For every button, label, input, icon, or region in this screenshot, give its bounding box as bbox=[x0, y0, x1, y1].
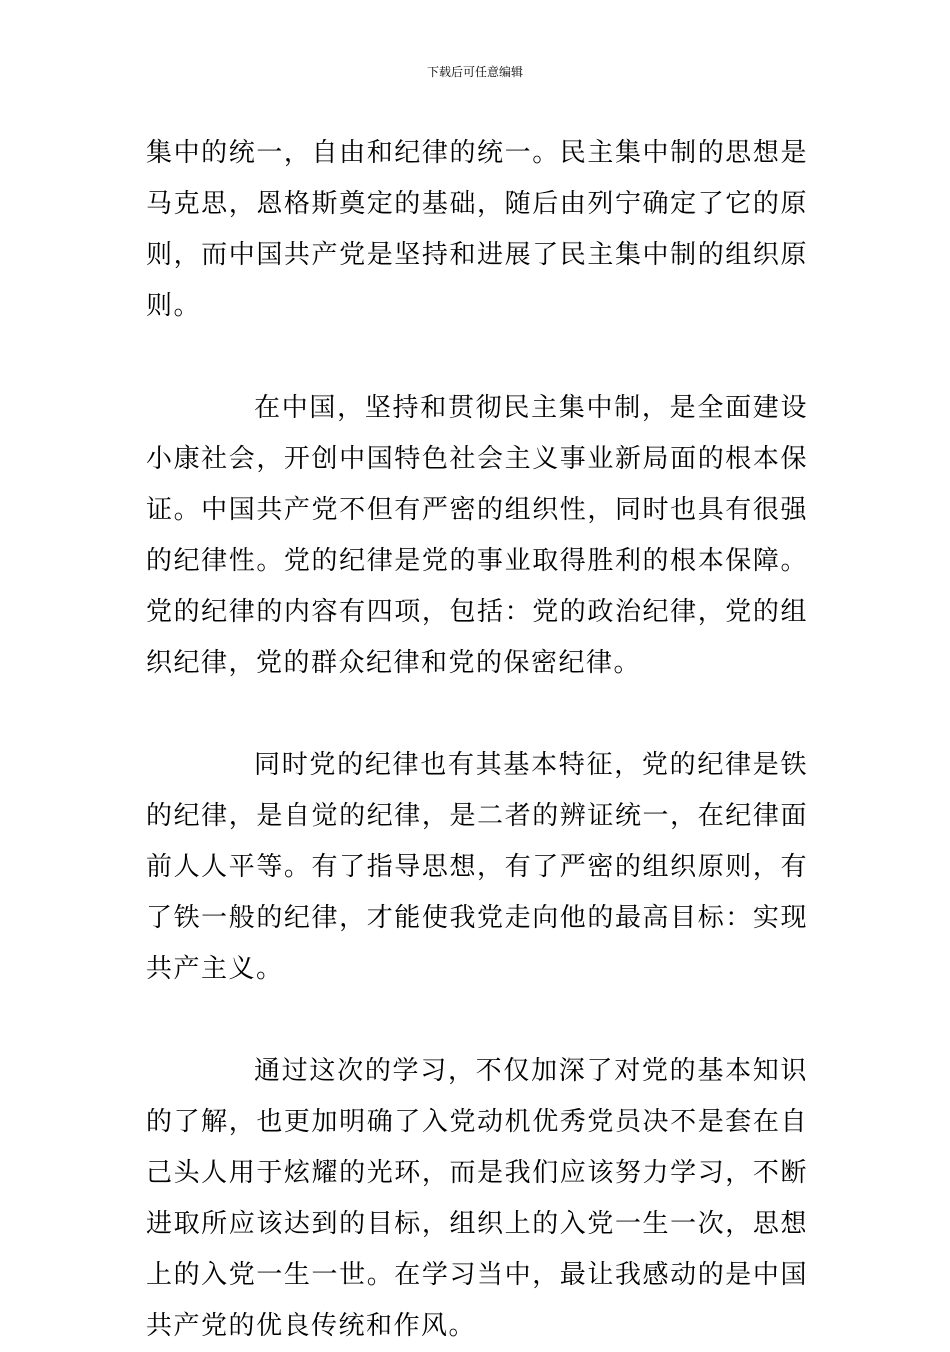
paragraph-2: 在中国，坚持和贯彻民主集中制，是全面建设小康社会，开创中国特色社会主义事业新局面的根本保证。中国共产党不但有严密的组织性，同时也具有很强的纪律性。党的纪律是党的事业取得胜利的根本保障。党的纪律的内容有四项，包括：党的政治纪律，党的组织纪律，党的群众纪律和党的保密纪律。 bbox=[146, 393, 808, 678]
document-body bbox=[146, 128, 808, 1352]
header-note: 下载后可任意编辑 bbox=[426, 65, 523, 79]
paragraph-1: 集中的统一，自由和纪律的统一。民主集中制的思想是马克思，恩格斯奠定的基础，随后由列宁确定了它的原则，而中国共产党是坚持和进展了民主集中制的组织原则。 bbox=[146, 138, 808, 321]
paragraph-3: 同时党的纪律也有其基本特征，党的纪律是铁的纪律，是自觉的纪律，是二者的辨证统一，在纪律面前人人平等。有了指导思想，有了严密的组织原则，有了铁一般的纪律，才能使我党走向他的最高目标：实现共产主义。 bbox=[146, 750, 808, 984]
paragraph-4: 通过这次的学习，不仅加深了对党的基本知识的了解，也更加明确了入党动机优秀党员决不是套在自己头人用于炫耀的光环，而是我们应该努力学习，不断进取所应该达到的目标，组织上的入党一生一次，思想上的入党一生一世。在学习当中，最让我感动的是中国共产党的优良传统和作风。 bbox=[146, 1056, 808, 1341]
